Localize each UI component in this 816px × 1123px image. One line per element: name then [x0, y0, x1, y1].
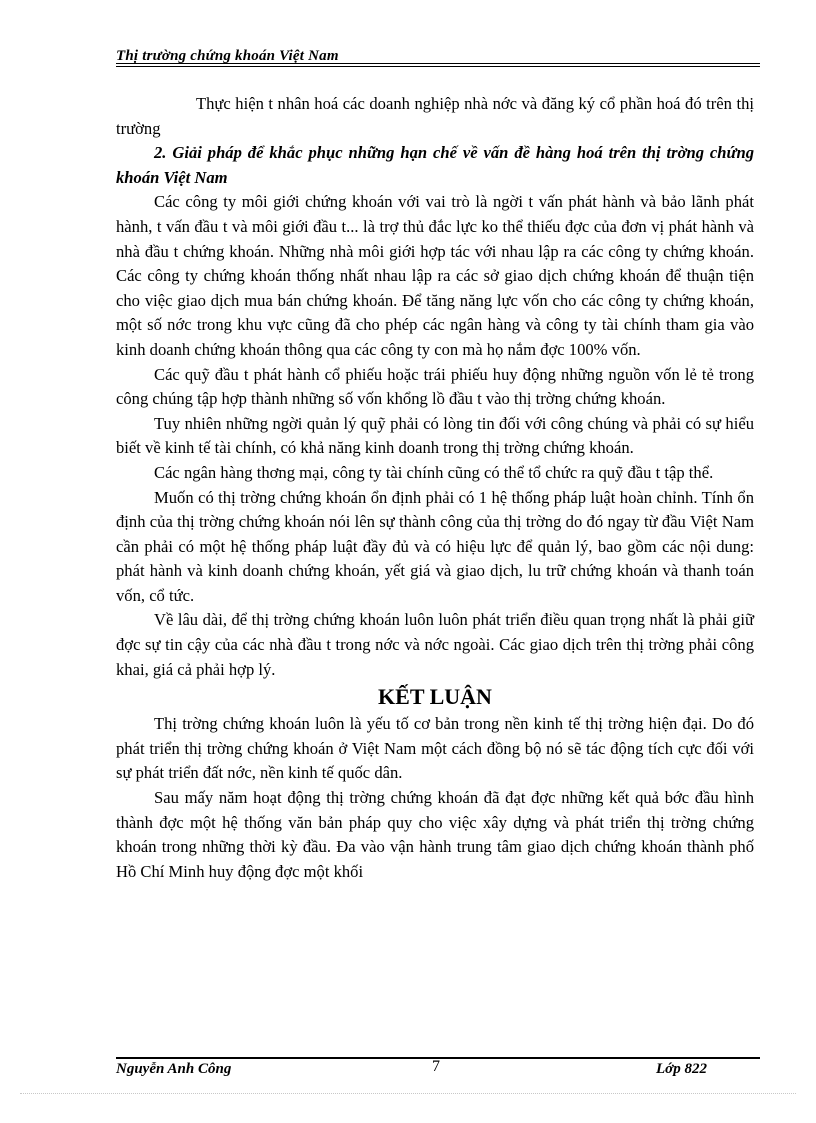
footer-page-number: 7 — [432, 1058, 440, 1075]
paragraph-long-term: Về lâu dài, để thị trờng chứng khoán luôn luôn phát triển điều quan trọng nhất là phải giữ đợc sự tin cậy của các nhà đầu t trong nớc và nớc ngoài. Các giao dịch trên thị trờng phải công khai, giá cả phải hợp lý. — [116, 610, 754, 679]
paragraph-conclusion-1: Thị trờng chứng khoán luôn là yếu tố cơ bản trong nền kinh tế thị trờng hiện đại. Do đó phát triển thị trờng chứng khoán ở Việt Nam một cách đồng bộ nó sẽ tác động tích cực đối với sự phát triển đất nớc, nền kinh tế quốc dân. — [116, 714, 754, 783]
document-body — [116, 92, 754, 884]
page-header-title: Thị trường chứng khoán Việt Nam — [116, 48, 339, 64]
paragraph-banks: Các ngân hàng thơng mại, công ty tài chính cũng có thể tổ chức ra quỹ đầu t tập thể. — [154, 462, 714, 482]
paragraph-conclusion-2: Sau mấy năm hoạt động thị trờng chứng khoán đã đạt đợc những kết quả bớc đầu hình thành đợc một hệ thống văn bản pháp quy cho việc xây dựng và phát triển thị trờng chứng khoán trong những thời kỳ đầu. Đa vào vận hành trung tâm giao dịch chứng khoán thành phố Hồ Chí Minh huy động đợc một khối — [116, 788, 754, 881]
header-rule-secondary — [116, 66, 760, 67]
header-rule — [116, 63, 760, 64]
paragraph-privatization: Thực hiện t nhân hoá các doanh nghiệp nhà nớc và đăng ký cổ phần hoá đó trên thị trường — [116, 94, 754, 138]
page-bottom-dotted-line — [20, 1093, 796, 1094]
paragraph-legal-system: Muốn có thị trờng chứng khoán ổn định phải có 1 hệ thống pháp luật hoàn chỉnh. Tính ổn định của thị trờng chứng khoán nói lên sự thành công của thị trờng do đó ngay từ đầu Việt Nam cần phải có một hệ thống pháp luật đầy đủ và có hiệu lực để quản lý, bao gồm các nội dung: phát hành và kinh doanh chứng khoán, yết giá và giao dịch, lu trữ chứng khoán và thanh toán vốn, cổ tức. — [116, 487, 754, 605]
paragraph-fund-managers: Tuy nhiên những ngời quản lý quỹ phải có lòng tin đối với công chúng và phải có sự hiểu biết về kinh tế tài chính, có khả năng kinh doanh trong thị trờng chứng khoán. — [116, 413, 754, 458]
conclusion-heading: KẾT LUẬN — [378, 684, 492, 710]
footer-author: Nguyễn Anh Công — [116, 1061, 232, 1077]
footer-class-label: Lớp 822 — [656, 1061, 707, 1077]
paragraph-investment-funds: Các quỹ đầu t phát hành cổ phiếu hoặc trái phiếu huy động những nguồn vốn lẻ tẻ trong công chúng tập hợp thành những số vốn khổng lồ đầu t vào thị trờng chứng khoán. — [116, 364, 754, 409]
section-heading-solutions: 2. Giải pháp để khắc phục những hạn chế về vấn đề hàng hoá trên thị trờng chứng khoán Việt Nam — [116, 143, 754, 187]
paragraph-brokerage: Các công ty môi giới chứng khoán với vai trò là ngời t vấn phát hành và bảo lãnh phát hành, t vấn đầu t và môi giới đầu t... là trợ thủ đắc lực ko thể thiếu đợc của đơn vị phát hành và nhà đầu t chứng khoán. Những nhà môi giới hợp tác với nhau lập ra các công ty chứng khoán. Các công ty chứng khoán thống nhất nhau lập ra các sở giao dịch chứng khoán để thuận tiện cho việc giao dịch mua bán chứng khoán. Để tăng năng lực vốn cho các công ty chứng khoán, một số nớc trong khu vực cũng đã cho phép các ngân hàng và công ty tài chính tham gia vào kinh doanh chứng khoán thông qua các công ty con mà họ nắm đợc 100% vốn. — [116, 192, 754, 359]
